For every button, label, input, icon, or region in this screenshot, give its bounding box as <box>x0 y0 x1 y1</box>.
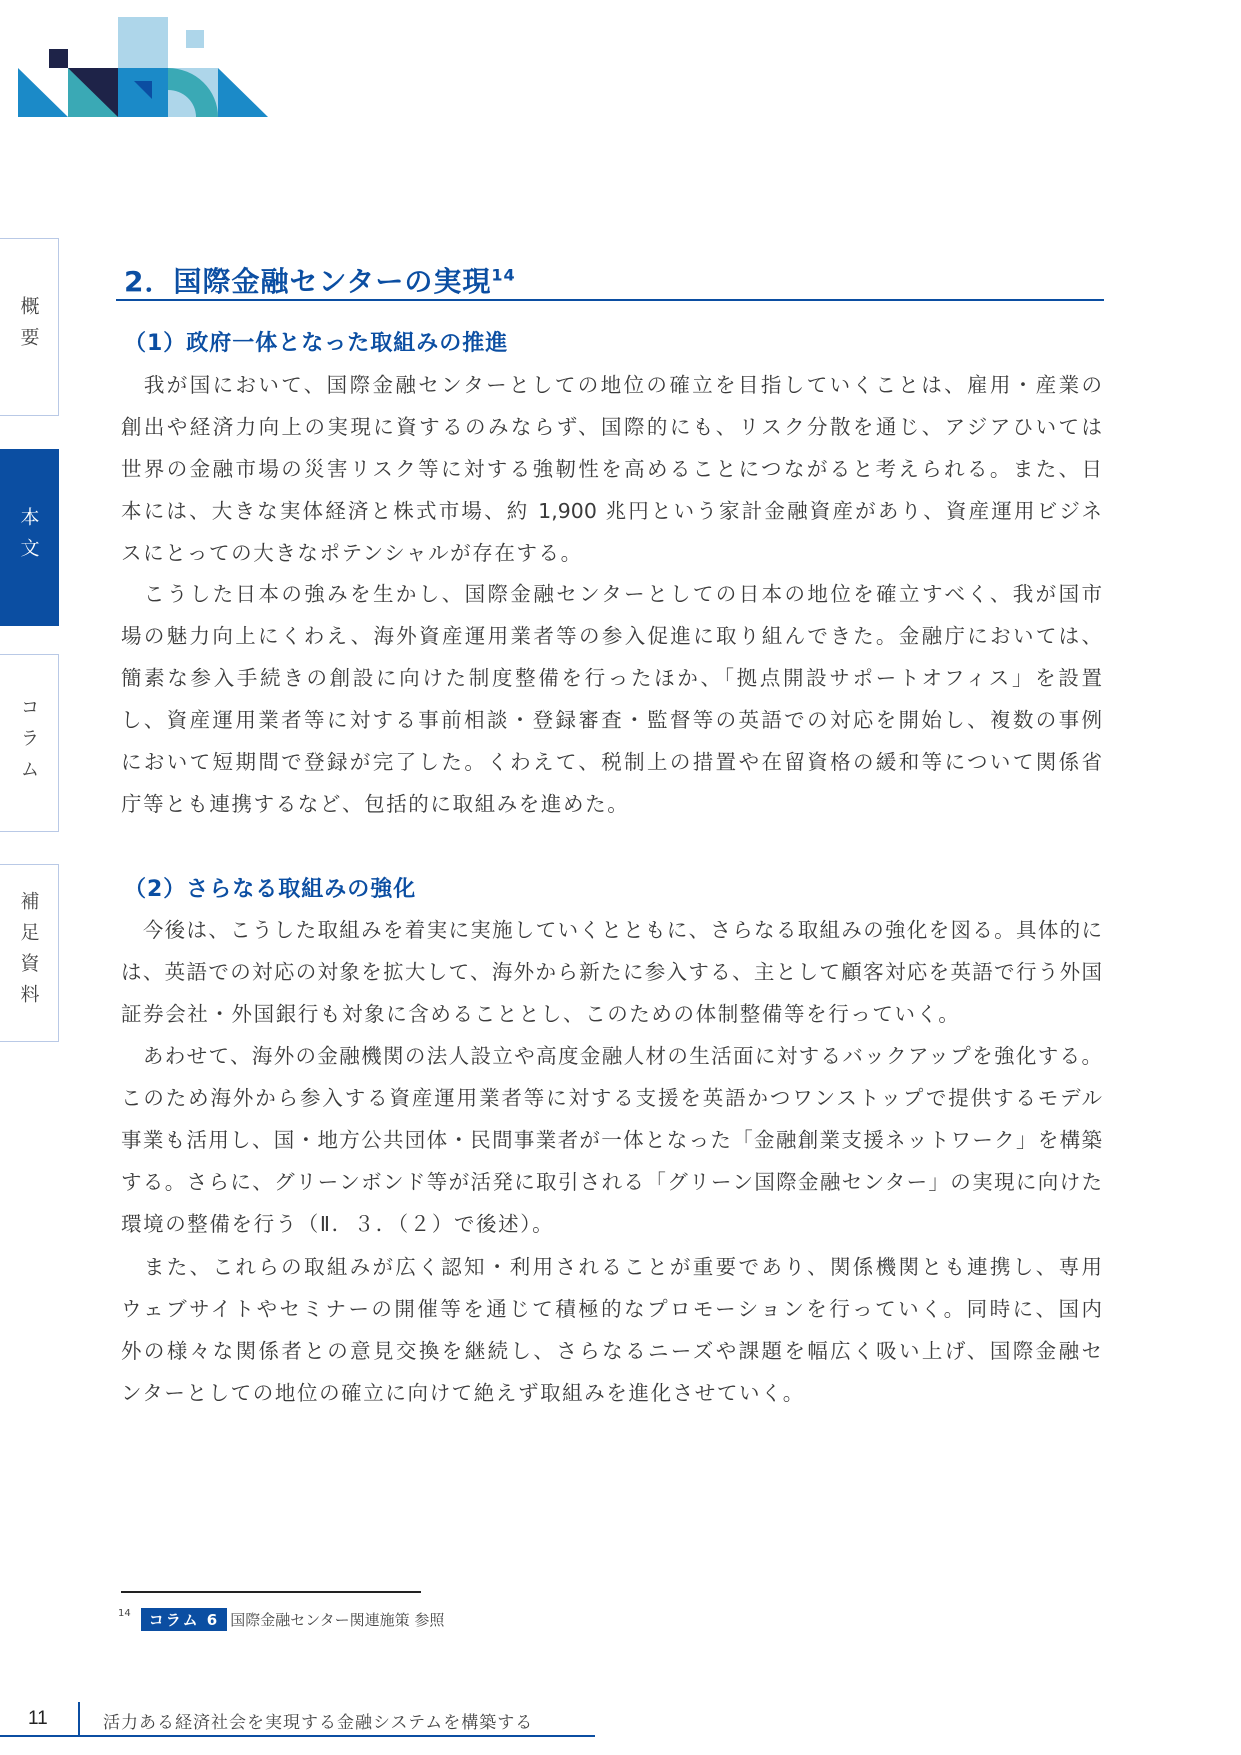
body-text-line: 我が国において、国際金融センターとしての地位の確立を目指していくことは、雇用・産業の <box>121 373 1102 397</box>
side-tab-overview[interactable] <box>0 238 59 416</box>
section-title-text: 2．国際金融センターの実現 <box>124 265 492 298</box>
subsection-heading-1: （1）政府一体となった取組みの推進 <box>124 331 509 356</box>
body-text-line: 創出や経済力向上の実現に資するのみならず、国際的にも、リスク分散を通じ、アジアひいては <box>121 415 1102 439</box>
body-text-line: する。さらに、グリーンボンド等が活発に取引される「グリーン国際金融センター」の実現に向けた <box>121 1170 1102 1194</box>
body-text-line: 世界の金融市場の災害リスク等に対する強靭性を高めることにつながると考えられる。また、日 <box>121 457 1102 481</box>
body-text-line: 事業も活用し、国・地方公共団体・民間事業者が一体となった「金融創業支援ネットワーク」を構築 <box>121 1128 1102 1152</box>
body-text-line: こうした日本の強みを生かし、国際金融センターとしての日本の地位を確立すべく、我が国市 <box>121 582 1102 606</box>
side-tab-column[interactable] <box>0 654 59 832</box>
logo-icon <box>0 0 280 125</box>
footnote-ref[interactable]: 14 <box>491 265 516 285</box>
title-divider <box>116 299 1104 301</box>
footnote-divider <box>121 1591 421 1593</box>
body-text-line: 証券会社・外国銀行も対象に含めることとし、このための体制整備等を行っていく。 <box>121 1002 961 1026</box>
page-number: 11 <box>28 1708 48 1729</box>
body-text-line: において短期間で登録が完了した。くわえて、税制上の措置や在留資格の緩和等について関係省 <box>121 750 1102 774</box>
column-badge[interactable]: コラム 6 <box>141 1608 228 1631</box>
footer-rule <box>0 1735 595 1737</box>
side-tab-supplementary[interactable] <box>0 864 59 1042</box>
body-text-line: 簡素な参入手続きの創設に向けた制度整備を行ったほか、「拠点開設サポートオフィス」を設置 <box>121 666 1102 690</box>
section-title <box>124 260 516 300</box>
body-text-line: 今後は、こうした取組みを着実に実施していくとともに、さらなる取組みの強化を図る。具体的に <box>121 918 1102 942</box>
footer-separator <box>78 1702 80 1736</box>
side-tab-label: 補足資料 <box>17 891 40 1015</box>
body-text-line: あわせて、海外の金融機関の法人設立や高度金融人材の生活面に対するバックアップを強化する。 <box>121 1044 1102 1068</box>
footnote <box>118 1608 444 1631</box>
footnote-number: 14 <box>118 1608 131 1619</box>
subsection-heading-2: （2）さらなる取組みの強化 <box>124 877 417 902</box>
body-text-line: このため海外から参入する資産運用業者等に対する支援を英語かつワンストップで提供するモデル <box>121 1086 1102 1110</box>
body-text-line: 本には、大きな実体経済と株式市場、約 1,900 兆円という家計金融資産があり、資産運用ビジネ <box>121 499 1102 523</box>
body-text-line: ンターとしての地位の確立に向けて絶えず取組みを進化させていく。 <box>121 1381 805 1405</box>
body-text-line: 外の様々な関係者との意見交換を継続し、さらなるニーズや課題を幅広く吸い上げ、国際金融セ <box>121 1339 1102 1363</box>
body-text-line: し、資産運用業者等に対する事前相談・登録審査・監督等の英語での対応を開始し、複数の事例 <box>121 708 1102 732</box>
side-tab-main-text[interactable] <box>0 449 59 626</box>
side-tab-label: 本文 <box>17 506 40 569</box>
side-tab-label: コラム <box>17 696 40 790</box>
body-text-line: 環境の整備を行う（Ⅱ．３．（２）で後述）。 <box>121 1212 555 1236</box>
footnote-text: 国際金融センター関連施策 参照 <box>230 1611 445 1629</box>
body-text-line: スにとっての大きなポテンシャルが存在する。 <box>121 541 583 565</box>
body-text-line: 場の魅力向上にくわえ、海外資産運用業者等の参入促進に取り組んできた。金融庁においては、 <box>121 624 1102 648</box>
body-text-line: また、これらの取組みが広く認知・利用されることが重要であり、関係機関とも連携し、専用 <box>121 1255 1102 1279</box>
footer-title: 活力ある経済社会を実現する金融システムを構築する <box>103 1713 534 1733</box>
body-text-line: は、英語での対応の対象を拡大して、海外から新たに参入する、主として顧客対応を英語で行う外国 <box>121 960 1102 984</box>
side-tab-label: 概要 <box>17 296 40 358</box>
body-text-line: ウェブサイトやセミナーの開催等を通じて積極的なプロモーションを行っていく。同時に、国内 <box>121 1297 1102 1321</box>
body-text-line: 庁等とも連携するなど、包括的に取組みを進めた。 <box>121 792 630 816</box>
